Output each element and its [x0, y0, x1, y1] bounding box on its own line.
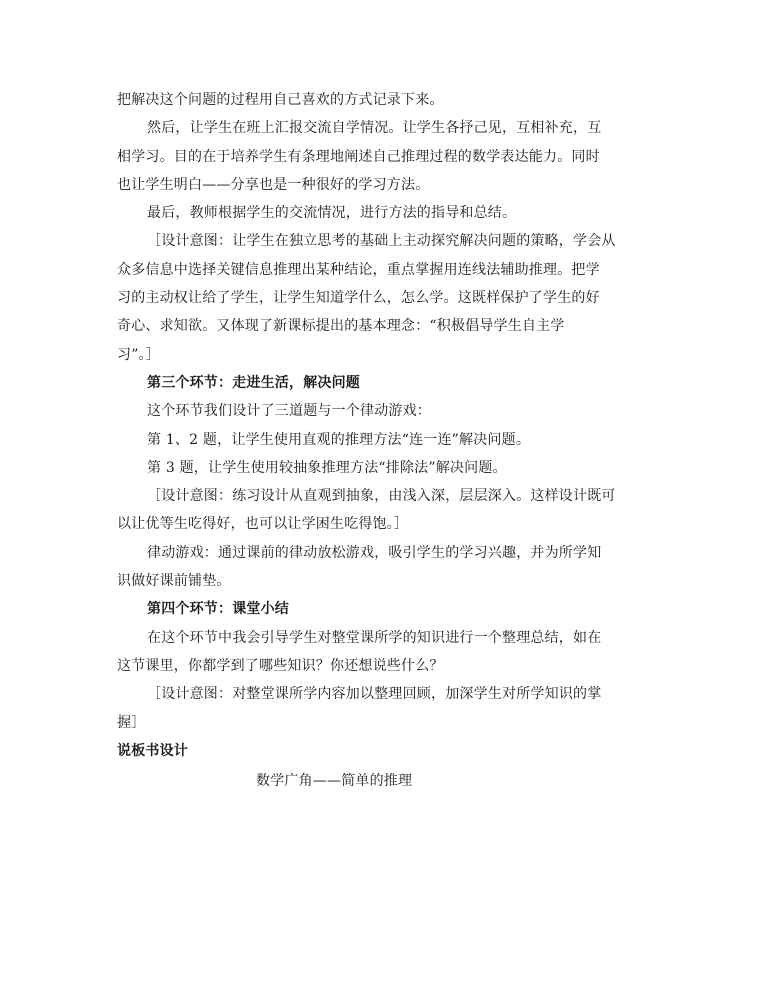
paragraph-line: 这个环节我们设计了三道题与一个律动游戏：	[147, 403, 431, 420]
paragraph-line: ［设计意图：让学生在独立思考的基础上主动探究解决问题的策略，学会从	[147, 233, 616, 250]
section-heading: 第三个环节：走进生活，解决问题	[147, 374, 360, 391]
paragraph-line: 律动游戏：通过课前的律动放松游戏，吸引学生的学习兴趣，并为所学知	[147, 544, 602, 561]
section-heading: 说板书设计	[117, 742, 188, 759]
section-heading: 第四个环节：课堂小结	[147, 601, 289, 618]
paragraph-line: ［设计意图：对整堂课所学内容加以整理回顾，加深学生对所学知识的掌	[147, 686, 602, 703]
paragraph-line: 众多信息中选择关键信息推理出某种结论，重点掌握用连线法辅助推理。把学	[117, 261, 600, 278]
paragraph-line: 在这个环节中我会引导学生对整堂课所学的知识进行一个整理总结，如在	[147, 629, 602, 646]
paragraph-line: 第 3 题，让学生使用较抽象推理方法“排除法”解决问题。	[147, 459, 507, 476]
document-body	[117, 86, 654, 795]
paragraph-line: 握］	[117, 714, 146, 731]
paragraph-line: 奇心、求知欲。又体现了新课标提出的基本理念：“积极倡导学生自主学	[117, 318, 565, 335]
paragraph-line: 习的主动权让给了学生，让学生知道学什么，怎么学。这既样保护了学生的好	[117, 290, 600, 307]
paragraph-line: 相学习。目的在于培养学生有条理地阐述自己推理过程的数学表达能力。同时	[117, 148, 600, 165]
paragraph-line: 第 1、2 题，让学生使用直观的推理方法“连一连”解决问题。	[147, 431, 531, 448]
paragraph-line: 这节课里，你都学到了哪些知识？你还想说些什么？	[117, 657, 444, 674]
paragraph-line: 也让学生明白——分享也是一种很好的学习方法。	[117, 176, 430, 193]
paragraph-line: 把解决这个问题的过程用自己喜欢的方式记录下来。	[117, 92, 444, 108]
paragraph-line: ［设计意图：练习设计从直观到抽象，由浅入深，层层深入。这样设计既可	[147, 488, 616, 505]
paragraph-line: 以让优等生吃得好，也可以让学困生吃得饱。］	[117, 516, 409, 533]
paragraph-line: 习”。］	[117, 346, 160, 363]
paragraph-line: 然后，让学生在班上汇报交流自学情况。让学生各抒己见，互相补充，互	[147, 120, 602, 137]
board-title: 数学广角——简单的推理	[256, 773, 413, 790]
paragraph-line: 识做好课前铺垫。	[117, 573, 231, 590]
paragraph-line: 最后，教师根据学生的交流情况，进行方法的指导和总结。	[147, 205, 517, 222]
